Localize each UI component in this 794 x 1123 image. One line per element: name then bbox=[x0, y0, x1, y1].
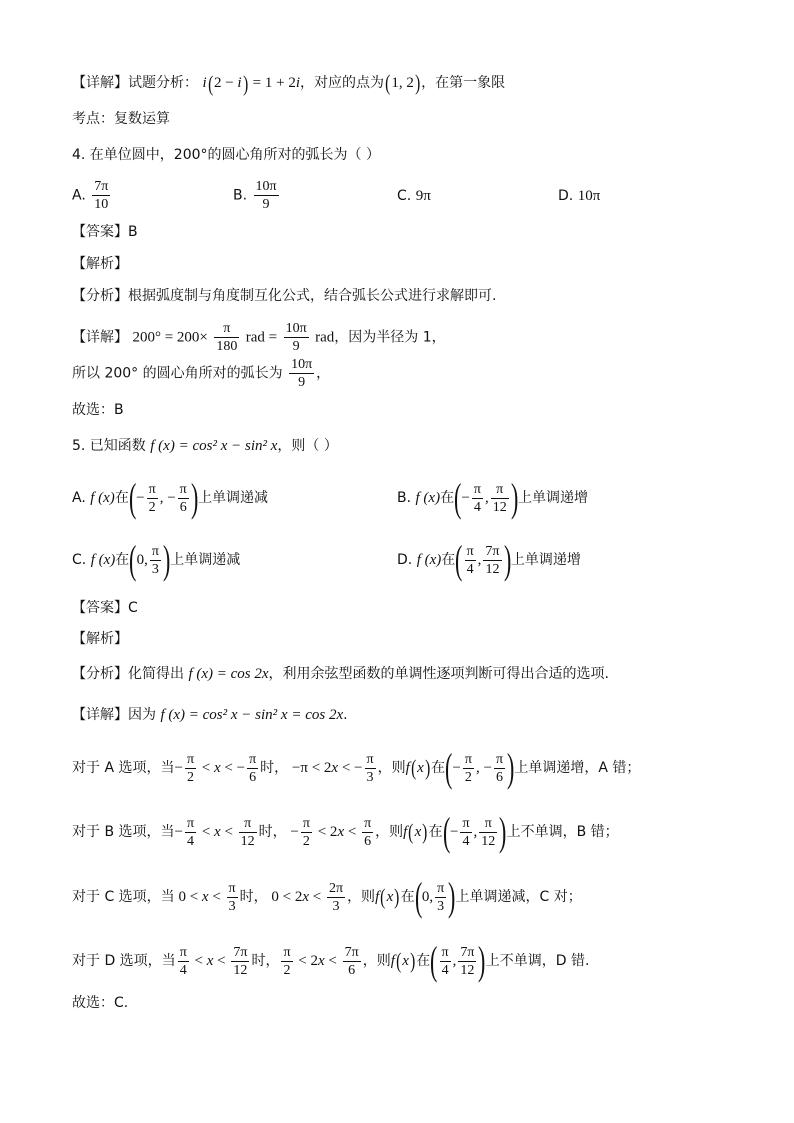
q4-stem: 4. 在单位圆中，200°的圆心角所对的弧长为（ ） bbox=[72, 147, 380, 163]
q5-analysis-tag: 【解析】 bbox=[72, 631, 128, 647]
q5-detail-a-line: 对于 A 选项，当− $\frac{\pi}{2}$ < x < − $\frac{\pi}{6}$ 时， −π < 2x < − $\frac{\pi}{3}$ ，则f(x)在(− $\frac{\pi}{2}$ , − $\frac{\pi}{6}$ )上单调递增，A 错； bbox=[72, 745, 641, 790]
q5-stem: 5. 已知函数 f (x) = cos² x − sin² x，则（ ） bbox=[72, 438, 338, 454]
q5-answer: 【答案】C bbox=[72, 600, 138, 616]
q5-option-a: A. f (x)在(− $\frac{\pi}{2}$ , − $\frac{\pi}{6}$ )上单调递减 bbox=[72, 475, 269, 520]
q4-option-a: A. $\frac{7\pi}{10}$ bbox=[72, 179, 109, 212]
q4-fenxi: 【分析】根据弧度制与角度制互化公式，结合弧长公式进行求解即可. bbox=[72, 288, 497, 304]
q4-option-d: D. 10π bbox=[558, 188, 601, 204]
q5-detail-c-line: 对于 C 选项，当 0 < x < $\frac{\pi}{3}$ 时， 0 < 2x < $\frac{2\pi}{3}$ ，则f(x)在(0, $\frac{\pi}{3}$ )上单调递减，C 对； bbox=[72, 874, 582, 919]
q5-detail-d-line: 对于 D 选项，当 $\frac{\pi}{4}$ < x < $\frac{7\pi}{12}$ 时， $\frac{\pi}{2}$ < 2x < $\frac{7\pi}{6}$ ，则f(x)在( $\frac{\pi}{4}$ , $\frac{7\pi}{12}$ )上不单调，D 错. bbox=[72, 938, 590, 983]
q5-detail: 【详解】因为 f (x) = cos² x − sin² x = cos 2x. bbox=[72, 707, 348, 723]
kaodian-line: 考点：复数运算 bbox=[72, 111, 170, 127]
q5-option-d: D. f (x)在( $\frac{\pi}{4}$ , $\frac{7\pi}{12}$ )上单调递增 bbox=[397, 537, 581, 582]
q4-option-b: B. $\frac{10\pi}{9}$ bbox=[233, 179, 277, 212]
q4-analysis-tag: 【解析】 bbox=[72, 256, 128, 272]
complex-expr: i(2 − i) = 1 + 2i bbox=[202, 70, 301, 96]
q4-so-line: 所以 200° 的圆心角所对的弧长为 $\frac{10\pi}{9}$ ， bbox=[72, 357, 331, 390]
q5-fenxi: 【分析】化简得出 f (x) = cos 2x，利用余弦型函数的单调性逐项判断可得出合适的选项. bbox=[72, 666, 609, 682]
q4-option-c: C. 9π bbox=[397, 188, 431, 204]
detail-tag: 【详解】 bbox=[72, 75, 128, 91]
q5-option-b: B. f (x)在(− $\frac{\pi}{4}$ , $\frac{\pi}{12}$ )上单调递增 bbox=[397, 475, 589, 520]
q4-choose: 故选：B bbox=[72, 402, 124, 418]
q5-option-c: C. f (x)在(0, $\frac{\pi}{3}$ )上单调递减 bbox=[72, 537, 241, 582]
q4-answer: 【答案】B bbox=[72, 224, 138, 240]
q5-choose: 故选：C. bbox=[72, 995, 129, 1011]
detail-line-prev: 【详解】试题分析： i(2 − i) = 1 + 2i，对应的点为(1, 2)，在第一象限 bbox=[72, 70, 506, 96]
q5-detail-b-line: 对于 B 选项，当− $\frac{\pi}{4}$ < x < $\frac{\pi}{12}$ 时， − $\frac{\pi}{2}$ < 2x < $\frac{\pi}{6}$ ，则f(x)在(− $\frac{\pi}{4}$ , $\frac{\pi}{12}$ )上不单调，B 错； bbox=[72, 809, 619, 854]
q4-detail: 【详解】 200° = 200× $\frac{\pi}{180}$ rad = $\frac{10\pi}{9}$ rad，因为半径为 1， bbox=[72, 321, 446, 354]
